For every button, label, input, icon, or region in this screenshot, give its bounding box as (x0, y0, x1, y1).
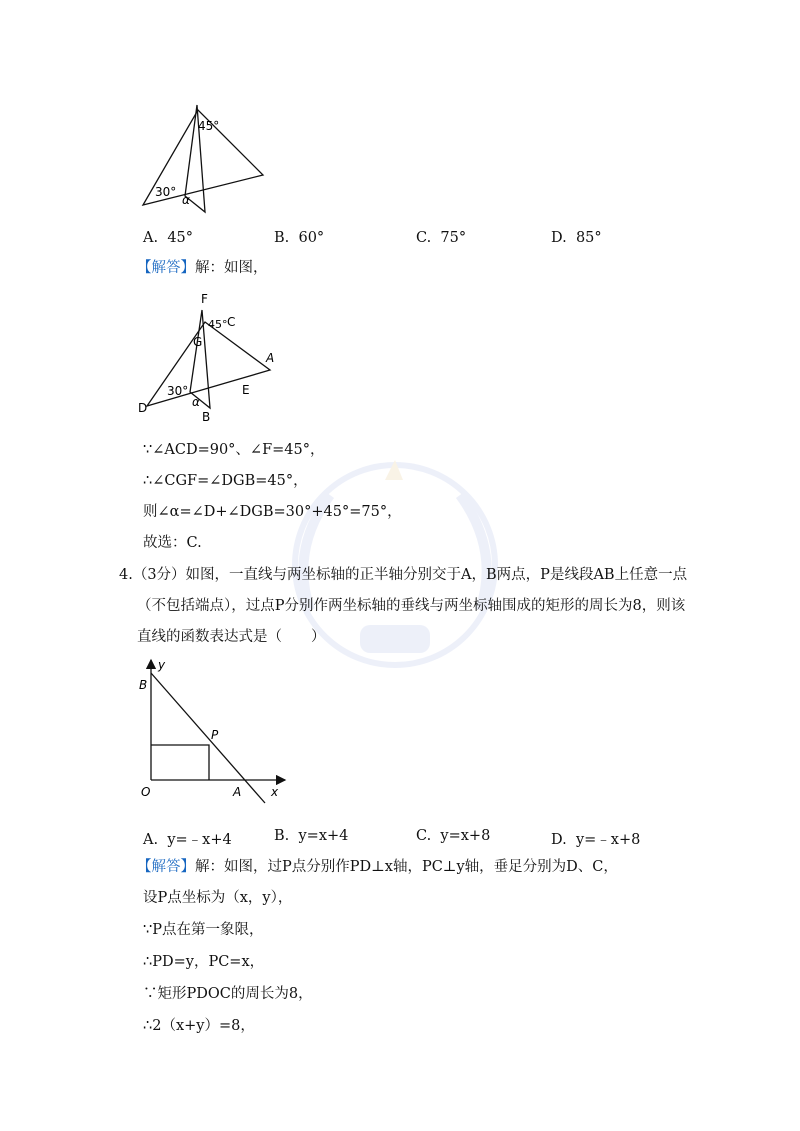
q3-fig2-angle-30: 30° (167, 384, 189, 398)
q3-option-b[interactable] (274, 230, 324, 246)
q4-step-2: ∵P点在第一象限， (143, 922, 264, 938)
option-letter: A. (143, 230, 159, 246)
label-x: x (271, 785, 279, 799)
q4-stem-line-3: 直线的函数表达式是（ ） (137, 629, 326, 645)
q3-step-2: ∴∠CGF=∠DGB=45°， (143, 473, 308, 489)
option-letter: C. (416, 828, 432, 844)
q4-step-1: 设P点坐标为（x，y）， (143, 890, 293, 906)
label-G: G (193, 335, 203, 349)
label-B: B (202, 410, 211, 424)
label-P: P (211, 728, 219, 742)
q3-fig1-angle-30: 30° (155, 185, 177, 199)
label-F: F (201, 292, 208, 306)
q4-stem-line-2: （不包括端点），过点P分别作两坐标轴的垂线与两坐标轴围成的矩形的周长为8，则该 (137, 598, 686, 614)
option-letter: A. (143, 832, 159, 848)
q3-fig1-angle-alpha: α (182, 193, 190, 207)
q4-step-5: ∴2（x+y）=8， (143, 1018, 255, 1034)
q3-option-d[interactable] (551, 230, 602, 246)
option-letter: C. (416, 230, 432, 246)
option-value: 75° (440, 230, 467, 246)
q3-figure-triangles (135, 100, 275, 215)
q3-step-4: 故选：C. (143, 535, 202, 551)
option-letter: D. (551, 832, 567, 848)
q4-option-a[interactable] (143, 828, 232, 849)
q4-step-4: ∵矩形PDOC的周长为8， (143, 986, 313, 1002)
q3-figure-labeled (135, 288, 285, 428)
option-value: 85° (575, 230, 602, 246)
label-A: A (233, 785, 242, 799)
label-y: y (158, 658, 166, 672)
answer-tag: 【解答】 (137, 859, 195, 875)
label-B: B (139, 678, 148, 692)
label-O: O (141, 785, 151, 799)
q3-fig1-angle-45: 45° (198, 119, 220, 133)
label-D: D (138, 401, 148, 415)
label-E: E (242, 383, 250, 397)
option-value: y=x+8 (440, 828, 491, 844)
q3-step-1: ∵∠ACD=90°、∠F=45°， (143, 442, 325, 458)
q3-answer-heading (137, 258, 268, 278)
label-A: A (266, 351, 275, 365)
option-value: y=x+4 (298, 828, 349, 844)
q3-fig2-angle-alpha: α (192, 395, 200, 409)
option-value: y=﹣x+8 (575, 832, 641, 848)
q4-option-b[interactable] (274, 828, 348, 844)
q3-fig2-angle-45: 45° (208, 318, 228, 331)
q4-option-d[interactable] (551, 828, 640, 849)
label-C: C (227, 315, 236, 329)
q4-stem-line-1: 4.（3分）如图，一直线与两坐标轴的正半轴分别交于A，B两点，P是线段AB上任意一点 (119, 567, 688, 583)
q4-figure-coordinate (135, 655, 290, 805)
option-letter: D. (551, 230, 567, 246)
option-value: y=﹣x+4 (167, 832, 232, 848)
answer-tag: 【解答】 (137, 260, 195, 276)
q3-option-a[interactable] (143, 230, 193, 246)
answer-intro: 解：如图，过P点分别作PD⊥x轴，PC⊥y轴，垂足分别为D、C， (195, 859, 618, 875)
q4-step-3: ∴PD=y，PC=x， (143, 954, 265, 970)
q4-answer-heading (137, 857, 618, 877)
option-value: 60° (298, 230, 325, 246)
option-value: 45° (167, 230, 194, 246)
option-letter: B. (274, 828, 290, 844)
q4-option-c[interactable] (416, 828, 490, 844)
q3-option-c[interactable] (416, 230, 466, 246)
answer-intro: 解：如图， (195, 260, 268, 276)
q3-step-3: 则∠α=∠D+∠DGB=30°+45°=75°， (143, 504, 402, 520)
option-letter: B. (274, 230, 290, 246)
